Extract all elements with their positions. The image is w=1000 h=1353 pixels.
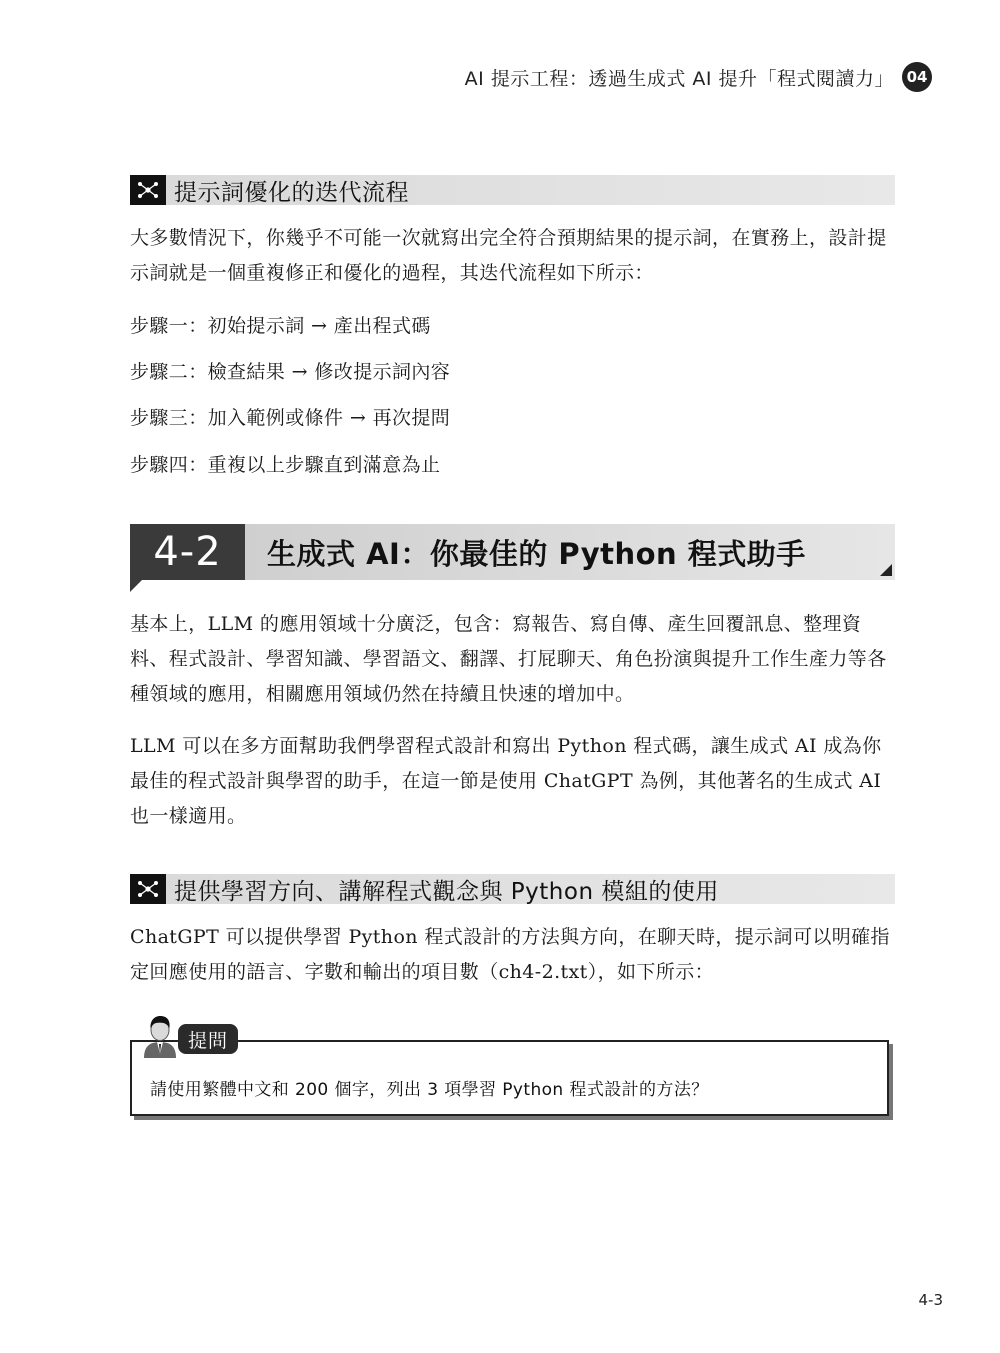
section-heading <box>130 524 895 580</box>
llm-assistant-paragraph: LLM 可以在多方面幫助我們學習程式設計和寫出 Python 程式碼，讓生成式 AI 成為你最佳的程式設計與學習的助手，在這一節是使用 ChatGPT 為例，其他著名的生成式 AI 也一樣適用。 <box>130 735 882 827</box>
section-title: 生成式 AI：你最佳的 Python 程式助手 <box>267 536 806 571</box>
subsection-heading-iteration <box>130 175 895 205</box>
question-text: 請使用繁體中文和 200 個字，列出 3 項學習 Python 程式設計的方法？ <box>150 1080 709 1100</box>
network-icon <box>130 175 166 205</box>
learning-intro-paragraph: ChatGPT 可以提供學習 Python 程式設計的方法與方向，在聊天時，提示詞可以明確指定回應使用的語言、字數和輸出的項目數（ch4-2.txt），如下所示： <box>130 926 890 983</box>
iteration-intro-paragraph: 大多數情況下，你幾乎不可能一次就寫出完全符合預期結果的提示詞，在實務上，設計提示詞就是一個重複修正和優化的過程，其迭代流程如下所示： <box>130 227 887 284</box>
question-tag: 提問 <box>178 1024 238 1054</box>
chapter-badge: 04 <box>902 62 932 92</box>
question-box <box>130 1040 889 1116</box>
subsection-title: 提供學習方向、講解程式觀念與 Python 模組的使用 <box>174 878 719 905</box>
step-item: 步驟四：重複以上步驟直到滿意為止 <box>130 454 441 476</box>
section-number: 4-2 <box>130 524 245 580</box>
running-header <box>465 62 932 92</box>
section-title-box <box>245 524 895 580</box>
subsection-heading-learning <box>130 874 895 904</box>
step-item: 步驟一：初始提示詞 → 產出程式碼 <box>130 315 431 337</box>
network-icon <box>130 874 166 904</box>
subsection-title: 提示詞優化的迭代流程 <box>174 179 409 206</box>
step-item: 步驟二：檢查結果 → 修改提示詞內容 <box>130 361 451 383</box>
corner-triangle-icon <box>880 564 892 576</box>
page-number: 4-3 <box>918 1291 943 1309</box>
section-number-notch <box>130 580 142 592</box>
llm-applications-paragraph: 基本上，LLM 的應用領域十分廣泛，包含：寫報告、寫自傳、產生回覆訊息、整理資料、程式設計、學習知識、學習語文、翻譯、打屁聊天、角色扮演與提升工作生產力等各種領域的應用，相關應用領域仍然在持續且快速的增加中。 <box>130 613 887 705</box>
running-header-title: AI 提示工程：透過生成式 AI 提升「程式閱讀力」 <box>464 67 894 90</box>
user-avatar-icon <box>142 1014 178 1058</box>
step-item: 步驟三：加入範例或條件 → 再次提問 <box>130 407 451 429</box>
